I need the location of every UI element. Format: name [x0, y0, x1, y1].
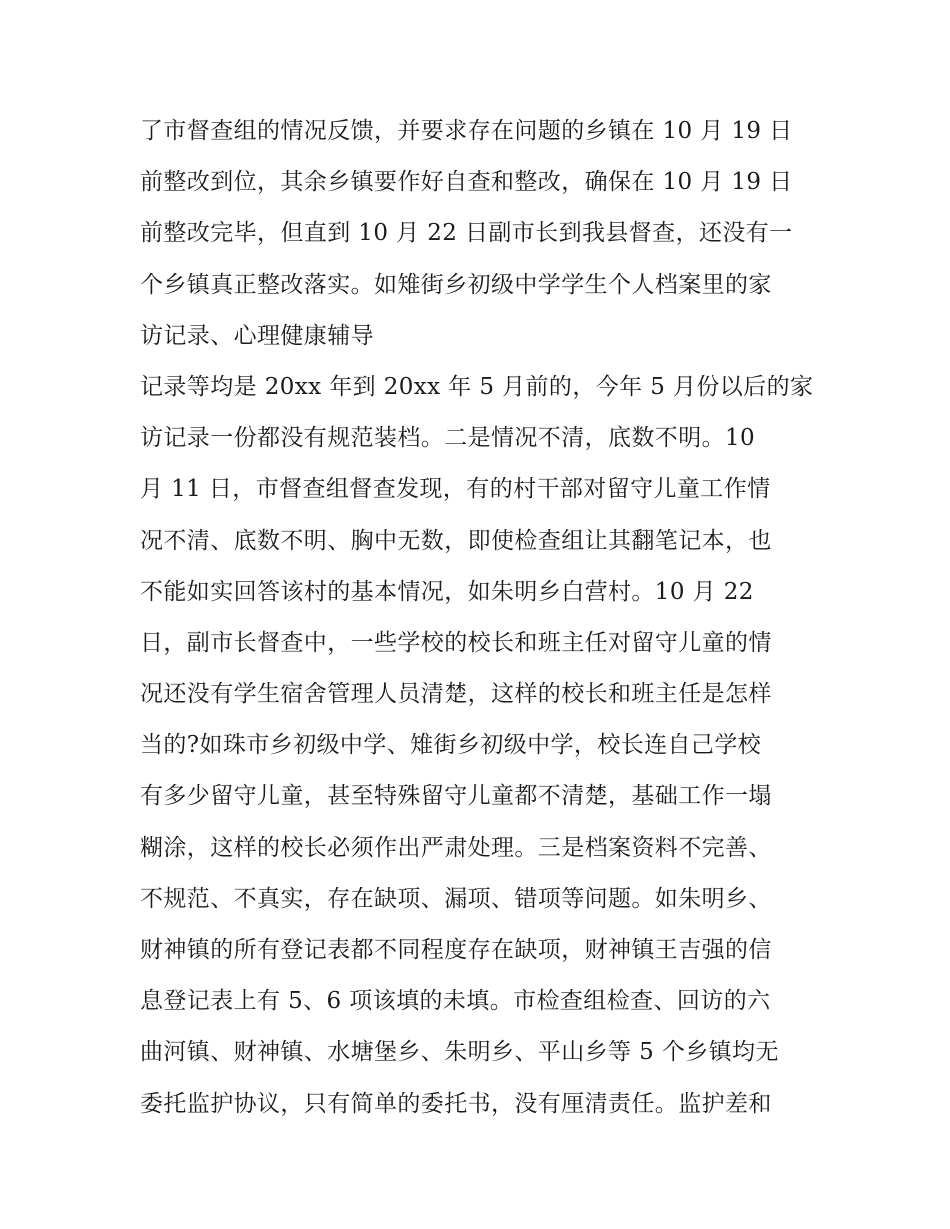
text-line: 况还没有学生宿舍管理人员清楚，这样的校长和班主任是怎样 [140, 681, 772, 708]
text-line: 委托监护协议，只有简单的委托书，没有厘清责任。监护差和 [140, 1090, 772, 1117]
body-text [140, 106, 820, 1130]
text-line: 不能如实回答该村的基本情况，如朱明乡白营村。10 月 22 [140, 578, 754, 605]
text-line: 财神镇的所有登记表都不同程度存在缺项，财神镇王吉强的信 [140, 937, 772, 963]
text-line: 前整改到位，其余乡镇要作好自查和整改，确保在 10 月 19 日 [140, 169, 793, 196]
text-line: 况不清、底数不明、胸中无数，即使检查组让其翻笔记本，也 [140, 527, 772, 554]
text-line: 记录等均是 20xx 年到 20xx 年 5 月前的，今年 5 月份以后的家 [140, 373, 814, 400]
text-line: 前整改完毕，但直到 10 月 22 日副市长到我县督查，还没有一 [140, 220, 793, 247]
text-line: 当的?如珠市乡初级中学、雉街乡初级中学，校长连自己学校 [140, 732, 762, 759]
text-line: 访记录一份都没有规范装档。二是情况不清，底数不明。10 [140, 425, 756, 452]
text-line: 访记录、心理健康辅导 [140, 322, 374, 349]
text-line: 有多少留守儿童，甚至特殊留守儿童都不清楚，基础工作一塌 [140, 783, 772, 810]
text-line: 日，副市长督查中，一些学校的校长和班主任对留守儿童的情 [140, 629, 772, 656]
text-line: 糊涂，这样的校长必须作出严肃处理。三是档案资料不完善、 [140, 834, 772, 861]
text-line: 不规范、不真实，存在缺项、漏项、错项等问题。如朱明乡、 [140, 885, 772, 912]
text-line: 曲河镇、财神镇、水塘堡乡、朱明乡、平山乡等 5 个乡镇均无 [140, 1039, 779, 1066]
text-line: 月 11 日，市督查组督查发现，有的村干部对留守儿童工作情 [140, 476, 771, 503]
text-line: 息登记表上有 5、6 项该填的未填。市检查组检查、回访的六 [140, 988, 771, 1015]
text-line: 个乡镇真正整改落实。如雉街乡初级中学学生个人档案里的家 [140, 271, 772, 298]
text-line: 了市督查组的情况反馈，并要求存在问题的乡镇在 10 月 19 日 [140, 118, 793, 144]
